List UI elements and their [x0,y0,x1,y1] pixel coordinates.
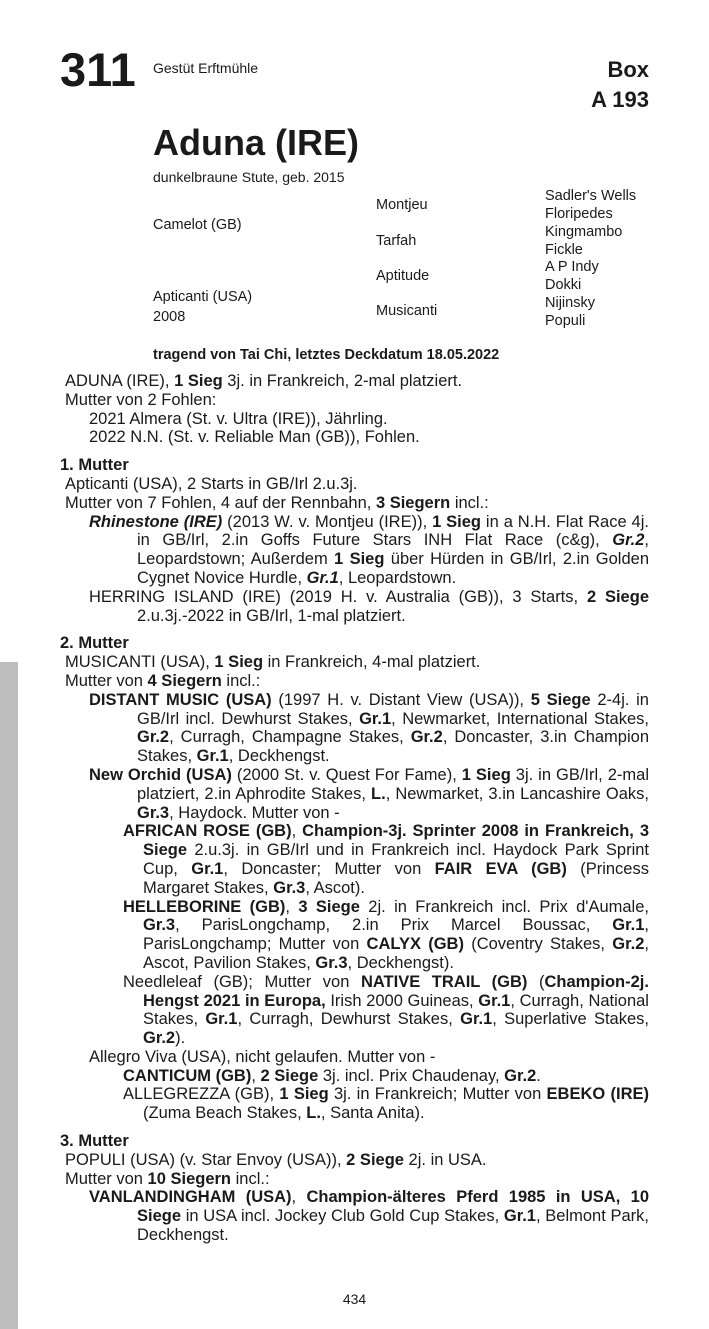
dam1-produce-line: Mutter von 7 Fohlen, 4 auf der Rennbahn, 3 Siegern incl.: [65,493,489,512]
pedigree-notes [0,372,709,1245]
grand-offspring-entry: AFRICAN ROSE (GB), Champion-3j. Sprinter 2008 in Frankreich, 3 Siege 2.u.3j. in GB/Irl und in Frankreich incl. Haydock Park Sprint Cup, Gr.1, Doncaster; Mutter von FAIR EVA (GB) (Princess Margaret Stakes, Gr.3, Ascot). [123,822,649,897]
pedigree-gen3: Populi [545,313,586,329]
grand-offspring-entry: CANTICUM (GB), 2 Siege 3j. incl. Prix Chaudenay, Gr.2. [123,1066,541,1085]
pedigree-gen3: Kingmambo [545,224,623,240]
pedigree-dam-year: 2008 [153,309,186,325]
foal-entry: 2021 Almera (St. v. Ultra (IRE)), Jährling. [89,409,388,428]
horse-name: Aduna (IRE) [153,122,359,163]
dam2-line: MUSICANTI (USA), 1 Sieg in Frankreich, 4-mal platziert. [65,653,481,672]
grand-offspring-entry: ALLEGREZZA (GB), 1 Sieg 3j. in Frankreich; Mutter von EBEKO (IRE) (Zuma Beach Stakes, L., Santa Anita). [123,1085,649,1123]
dam2-produce-line: Mutter von 4 Siegern incl.: [65,671,261,690]
pedigree-gen3: Nijinsky [545,295,595,311]
pedigree-dam: Apticanti (USA) [153,289,253,305]
offspring-entry: HERRING ISLAND (IRE) (2019 H. v. Australia (GB)), 3 Starts, 2 Siege 2.u.3j.-2022 in GB/Irl, 1-mal platziert. [89,587,649,625]
intro-line: ADUNA (IRE), 1 Sieg 3j. in Frankreich, 2-mal platziert. [65,372,463,390]
horse-description: dunkelbraune Stute, geb. 2015 [153,169,345,185]
pedigree-gen3: Floripedes [545,206,613,222]
dam3-produce-line: Mutter von 10 Siegern incl.: [65,1169,270,1188]
pedigree-gen2: Aptitude [376,268,430,284]
pedigree-sire: Camelot (GB) [153,217,242,233]
grand-offspring-entry: HELLEBORINE (GB), 3 Siege 2j. in Frankreich incl. Prix d'Aumale, Gr.3, ParisLongchamp, 2.in Prix Marcel Boussac, Gr.1, ParisLongchamp; Mutter von CALYX (GB) (Coventry Stakes, Gr.2, Ascot, Pavilion Stakes, Gr.3, Deckhengst). [123,897,649,972]
pedigree-gen2: Musicanti [376,303,438,319]
dam2-heading: 2. Mutter [60,634,129,653]
box-label-line1: Box [607,57,649,82]
dam1-heading: 1. Mutter [60,456,129,475]
dam3-line: POPULI (USA) (v. Star Envoy (USA)), 2 Siege 2j. in USA. [65,1150,487,1169]
offspring-entry: New Orchid (USA) (2000 St. v. Quest For Fame), 1 Sieg 3j. in GB/Irl, 2-mal platziert, 2.in Aphrodite Stakes, L., Newmarket, 3.in Lancashire Oaks, Gr.3, Haydock. Mutter von - [89,765,649,822]
box-label [591,55,649,115]
box-label-line2: A 193 [591,87,649,112]
pedigree-gen3: A P Indy [545,259,599,275]
pedigree-gen3: Sadler's Wells [545,188,637,204]
offspring-entry: Allegro Viva (USA), nicht gelaufen. Mutter von - [89,1047,436,1066]
grand-offspring-entry: Needleleaf (GB); Mutter von NATIVE TRAIL (GB) (Champion-2j. Hengst 2021 in Europa, Irish 2000 Guineas, Gr.1, Curragh, National Stakes, Gr.1, Curragh, Dewhurst Stakes, Gr.1, Superlative Stakes, Gr.2). [123,972,649,1048]
foal-entry: 2022 N.N. (St. v. Reliable Man (GB)), Fohlen. [89,428,420,447]
in-foal-note: tragend von Tai Chi, letztes Deckdatum 18.05.2022 [153,347,500,363]
pedigree-gen2: Montjeu [376,197,428,213]
pedigree-gen3: Fickle [545,242,583,258]
foals-heading: Mutter von 2 Fohlen: [65,390,217,409]
dam3-heading: 3. Mutter [60,1132,129,1151]
offspring-entry: DISTANT MUSIC (USA) (1997 H. v. Distant View (USA)), 5 Siege 2-4j. in GB/Irl incl. Dewhurst Stakes, Gr.1, Newmarket, International Stakes, Gr.2, Curragh, Champagne Stakes, Gr.2, Doncaster, 3.in Champion Stakes, Gr.1, Deckhengst. [89,690,649,766]
page-number: 434 [342,1291,367,1307]
pedigree-gen3: Dokki [545,277,582,293]
pedigree-gen2: Tarfah [376,233,417,249]
offspring-entry: VANLANDINGHAM (USA), Champion-älteres Pferd 1985 in USA, 10 Siege in USA incl. Jockey Club Gold Cup Stakes, Gr.1, Belmont Park, Deckhengst. [89,1188,649,1245]
breeder-name: Gestüt Erftmühle [153,60,259,76]
lot-number: 311 [60,43,136,96]
offspring-entry: Rhinestone (IRE) (2013 W. v. Montjeu (IRE)), 1 Sieg in a N.H. Flat Race 4j. in GB/Irl, 2.in Goffs Future Stars INH Flat Race (c&g), Gr.2, Leopardstown; Außerdem 1 Sieg über Hürden in GB/Irl, 2.in Golden Cygnet Novice Hurdle, Gr.1, Leopardstown. [89,512,650,587]
dam1-line: Apticanti (USA), 2 Starts in GB/Irl 2.u.3j. [65,474,358,493]
